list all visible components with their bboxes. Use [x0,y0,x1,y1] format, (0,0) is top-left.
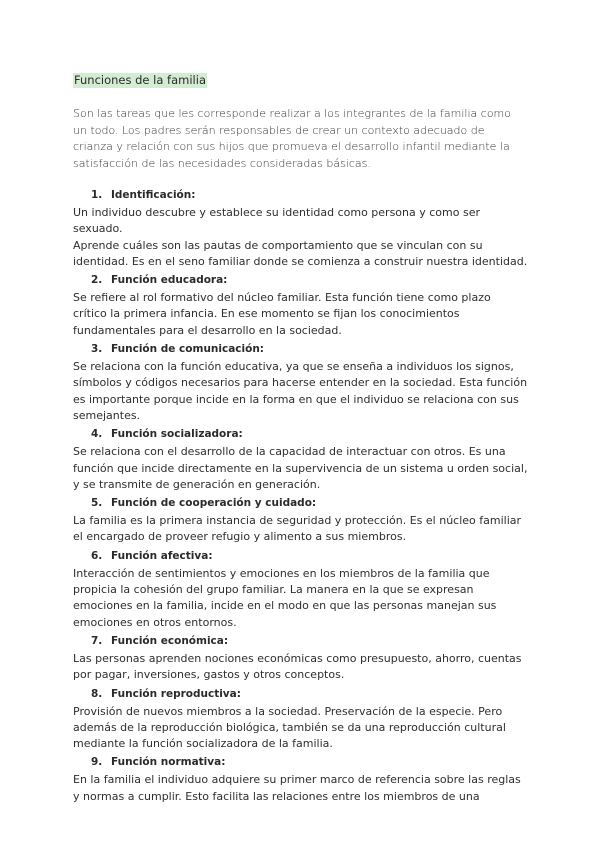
item-body: Las personas aprenden nociones económicas como presupuesto, ahorro, cuentas por pagar, inversiones, gastos y otros conceptos. [73,651,522,682]
list-item [73,188,533,270]
item-body: Provisión de nuevos miembros a la sociedad. Preservación de la especie. Pero además de la reproducción biológica, también se da una reproducción cultural mediante la función socializadora de la familia. [73,704,506,751]
item-number: 5. [91,497,103,510]
list-item [73,634,533,684]
list-item [73,549,533,631]
list-item [73,342,533,424]
item-title: Función socializadora: [111,428,243,441]
list-item [73,687,533,753]
item-number: 1. [91,189,103,201]
item-body: La familia es la primera instancia de seguridad y protección. Es el núcleo familiar el encargado de proveer refugio y alimento a sus miembros. [73,514,522,544]
item-heading [91,427,533,442]
item-number: 2. [91,274,103,287]
item-heading [91,687,533,702]
item-title: Función normativa: [111,756,226,769]
item-heading [91,755,533,770]
item-title: Función reproductiva: [111,687,241,700]
item-title: Función de comunicación: [111,343,265,356]
item-number: 4. [91,428,103,441]
list-item [73,427,533,493]
list-item [73,273,533,339]
item-title: Función afectiva: [111,549,213,562]
item-body: Se relaciona con la función educativa, ya que se enseña a individuos los signos, símbolos y códigos necesarios para hacerse entender en la sociedad. Esta función es importante porque incide en la forma en que el individuo se relaciona con sus semejantes. [73,360,528,422]
item-title: Función económica: [111,634,229,647]
list-item [73,496,533,546]
item-heading [91,496,533,511]
item-number: 6. [91,549,103,562]
item-body: Interacción de sentimientos y emociones en los miembros de la familia que propicia la cohesión del grupo familiar. La manera en la que se expresan emociones en la familia, incide en el modo en que las personas manejan sus emociones en otros entornos. [73,566,497,629]
item-heading [91,188,533,203]
item-heading [91,342,533,357]
item-heading [91,634,533,649]
list-item [73,755,533,805]
item-title: Función de cooperación y cuidado: [111,497,317,510]
item-title: Función educadora: [111,274,228,287]
page-title: Funciones de la familia [74,73,206,87]
item-number: 3. [91,343,103,356]
item-number: 9. [91,756,103,769]
item-body: Se relaciona con el desarrollo de la capacidad de interactuar con otros. Es una función que incide directamente en la supervivencia de un sistema u orden social, y se transmite de generación en generación. [73,445,528,491]
item-number: 8. [91,687,103,700]
item-number: 7. [91,634,103,647]
item-body: Se refiere al rol formativo del núcleo familiar. Esta función tiene como plazo crítico la primera infancia. En ese momento se fijan los conocimientos fundamentales para el desarrollo en la sociedad. [73,291,491,337]
item-title: Identificación: [111,189,196,201]
functions-list [73,188,533,808]
item-body: Un individuo descubre y establece su identidad como persona y como ser sexuado. Aprende cuáles son las pautas de comportamiento que se vinculan con su identidad. Es en el seno familiar donde se comienza a construir nuestra identidad. [73,206,528,268]
intro-paragraph: Son las tareas que les corresponde realizar a los integrantes de la familia como un todo. Los padres serán responsables de crear un contexto adecuado de crianza y relación con sus hijos que promueva el desarrollo infantil mediante la satisfacción de las necesidades consideradas básicas. [73,107,511,170]
item-heading [91,549,533,564]
item-body: En la familia el individuo adquiere su primer marco de referencia sobre las reglas y normas a cumplir. Esto facilita las relaciones entre los miembros de una [73,773,521,803]
item-heading [91,273,533,288]
